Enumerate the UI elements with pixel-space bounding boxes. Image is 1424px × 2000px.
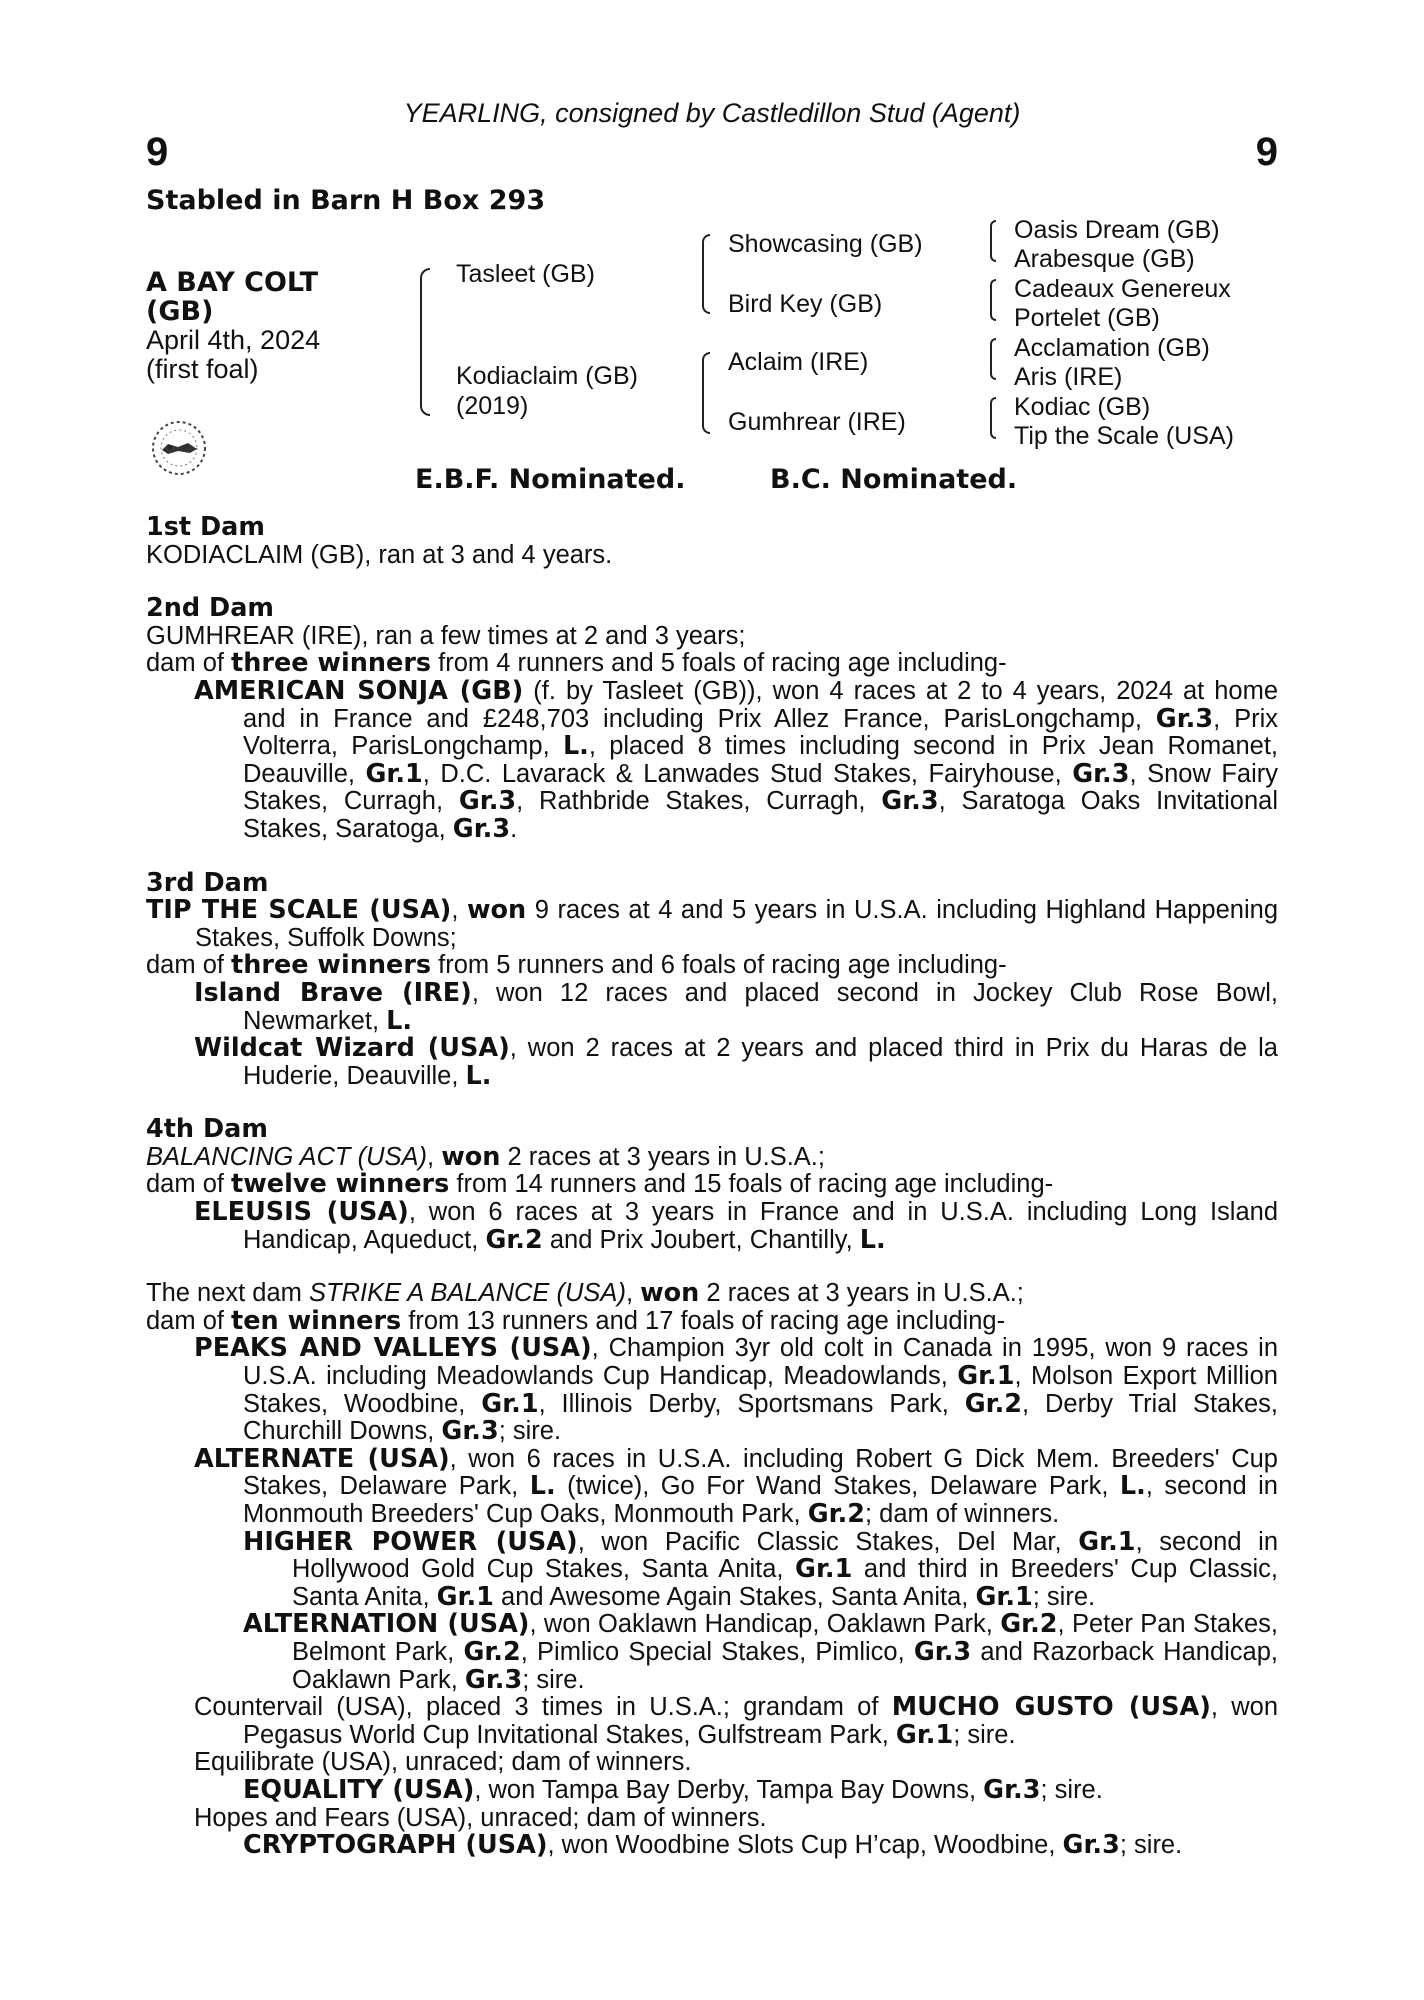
ancestor-1: Oasis Dream (GB) (1014, 216, 1220, 244)
first-dam-section (146, 514, 1278, 569)
produce-record: Countervail (USA), placed 3 times in U.S.A.; grandam of MUCHO GUSTO (USA), won Pegasus World Cup Invitational Stakes, Gulfstream Park, Gr.1; sire. (194, 1692, 1278, 1750)
section-heading: 1st Dam (146, 512, 265, 542)
third-dam-section (146, 867, 1278, 1091)
stabled-location: Stabled in Barn H Box 293 (146, 185, 546, 216)
produce-record: AMERICAN SONJA (GB) (f. by Tasleet (GB)), won 4 races at 2 to 4 years, 2024 at home and in France and £248,703 including Prix Allez France, ParisLongchamp, Gr.3, Prix Volterra, ParisLongchamp, L., placed 8 times including second in Prix Jean Romanet, Deauville, Gr.1, D.C. Lavarack & Lanwades Stud Stakes, Fairyhouse, Gr.3, Snow Fairy Stakes, Curragh, Gr.3, Rathbride Stakes, Curragh, Gr.3, Saratoga Oaks Invitational Stakes, Saratoga, Gr.3. (194, 675, 1278, 844)
catalogue-body (146, 514, 1278, 1860)
pedigree-bracket-3b (990, 279, 996, 321)
section-heading: 2nd Dam (146, 593, 274, 624)
dam-line: KODIACLAIM (GB), ran at 3 and 4 years. (146, 540, 613, 569)
section-heading: 3rd Dam (146, 867, 269, 898)
pedigree-bracket-3d (990, 397, 996, 439)
pedigree-bracket-3a (990, 220, 996, 262)
produce-record: ELEUSIS (USA), won 6 races at 3 years in France and in U.S.A. including Long Island Handicap, Aqueduct, Gr.2 and Prix Joubert, Chantilly, L. (194, 1197, 1279, 1255)
produce-record-sub: CRYPTOGRAPH (USA), won Woodbine Slots Cup H’cap, Woodbine, Gr.3; sire. (243, 1830, 1183, 1861)
ancestor-4: Portelet (GB) (1014, 304, 1160, 332)
produce-line: dam of twelve winners from 14 runners and 15 foals of racing age including- (146, 1169, 1054, 1200)
produce-record: Wildcat Wizard (USA), won 2 races at 2 years and placed third in Prix du Haras de la Huderie, Deauville, L. (194, 1033, 1278, 1091)
produce-record: PEAKS AND VALLEYS (USA), Champion 3yr old colt in Canada in 1995, won 9 races in U.S.A. including Meadowlands Cup Handicap, Meadowlands, Gr.1, Molson Export Million Stakes, Woodbine, Gr.1, Illinois Derby, Sportsmans Park, Gr.2, Derby Trial Stakes, Churchill Downs, Gr.3; sire. (194, 1333, 1278, 1447)
pedigree-bracket-2a (702, 234, 710, 314)
lot-number-left: 9 (146, 130, 169, 174)
bc-nominated: B.C. Nominated. (770, 464, 1018, 495)
pedigree-bracket-1 (420, 268, 430, 416)
ancestor-6: Aris (IRE) (1014, 363, 1123, 391)
produce-line: dam of ten winners from 13 runners and 17 foals of racing age including- (146, 1305, 1006, 1336)
foal-note: (first foal) (146, 354, 259, 384)
ancestor-3: Cadeaux Genereux (1014, 275, 1231, 303)
sire-dam-name: Bird Key (GB) (728, 290, 883, 318)
produce-record: Island Brave (IRE), won 12 races and placed second in Jockey Club Rose Bowl, Newmarket, L. (194, 977, 1278, 1036)
ancestor-5: Acclamation (GB) (1014, 334, 1210, 362)
dam-name: Kodiaclaim (GB) (456, 362, 638, 390)
produce-line: dam of three winners from 5 runners and 6 foals of racing age including- (146, 950, 1007, 981)
dam-sire-name: Aclaim (IRE) (728, 348, 869, 376)
produce-record-sub: ALTERNATION (USA), won Oaklawn Handicap, Oaklawn Park, Gr.2, Peter Pan Stakes, Belmont Park, Gr.2, Pimlico Special Stakes, Pimlico, Gr.3 and Razorback Handicap, Oaklawn Park, Gr.3; sire. (243, 1609, 1279, 1695)
produce-record-sub: HIGHER POWER (USA), won Pacific Classic Stakes, Del Mar, Gr.1, second in Hollywood Gold Cup Stakes, Santa Anita, Gr.1 and third in Breeders' Cup Classic, Santa Anita, Gr.1 and Awesome Again Stakes, Santa Anita, Gr.1; sire. (243, 1526, 1279, 1612)
foaling-date: April 4th, 2024 (146, 325, 321, 355)
pedigree-bracket-2b (702, 352, 710, 434)
lot-number-right: 9 (1255, 130, 1278, 174)
ebf-nominated: E.B.F. Nominated. (415, 464, 686, 495)
ancestor-8: Tip the Scale (USA) (1014, 422, 1234, 450)
second-dam-section (146, 595, 1278, 843)
produce-record-sub: EQUALITY (USA), won Tampa Bay Derby, Tampa Bay Downs, Gr.3; sire. (243, 1774, 1103, 1805)
sire-sire-name: Showcasing (GB) (728, 230, 923, 258)
pedigree-bracket-3c (990, 338, 996, 380)
sire-name: Tasleet (GB) (456, 260, 595, 288)
produce-record: Equilibrate (USA), unraced; dam of winners. (194, 1748, 692, 1777)
produce-record: Hopes and Fears (USA), unraced; dam of winners. (194, 1803, 767, 1832)
ancestor-7: Kodiac (GB) (1014, 393, 1151, 421)
next-dam-section (146, 1280, 1278, 1859)
ancestor-2: Arabesque (GB) (1014, 245, 1195, 273)
fourth-dam-section (146, 1116, 1278, 1254)
dam-line: BALANCING ACT (USA), won 2 races at 3 years in U.S.A.; (146, 1141, 825, 1172)
dam-line: TIP THE SCALE (USA), won 9 races at 4 and 5 years in U.S.A. including Highland Happening Stakes, Suffolk Downs; (146, 895, 1278, 952)
dam-dam-name: Gumhrear (IRE) (728, 408, 906, 436)
horse-identity (146, 268, 406, 384)
dam-year: (2019) (456, 392, 529, 420)
produce-line: dam of three winners from 4 runners and 5 foals of racing age including- (146, 648, 1007, 679)
dam-line: GUMHREAR (IRE), ran a few times at 2 and 3 years; (146, 621, 746, 650)
horse-country: (GB) (146, 296, 214, 327)
horse-name: A BAY COLT (146, 267, 319, 298)
consignment-line: YEARLING, consigned by Castledillon Stud (Agent) (403, 98, 1021, 128)
produce-record: ALTERNATE (USA), won 6 races in U.S.A. including Robert G Dick Mem. Breeders' Cup Stakes, Delaware Park, L. (twice), Go For Wand Stakes, Delaware Park, L., second in Monmouth Breeders' Cup Oaks, Monmouth Park, Gr.2; dam of winners. (194, 1443, 1278, 1529)
dam-line: The next dam STRIKE A BALANCE (USA), won 2 races at 3 years in U.S.A.; (146, 1278, 1024, 1309)
section-heading: 4th Dam (146, 1114, 268, 1145)
stud-seal-icon (148, 418, 210, 478)
